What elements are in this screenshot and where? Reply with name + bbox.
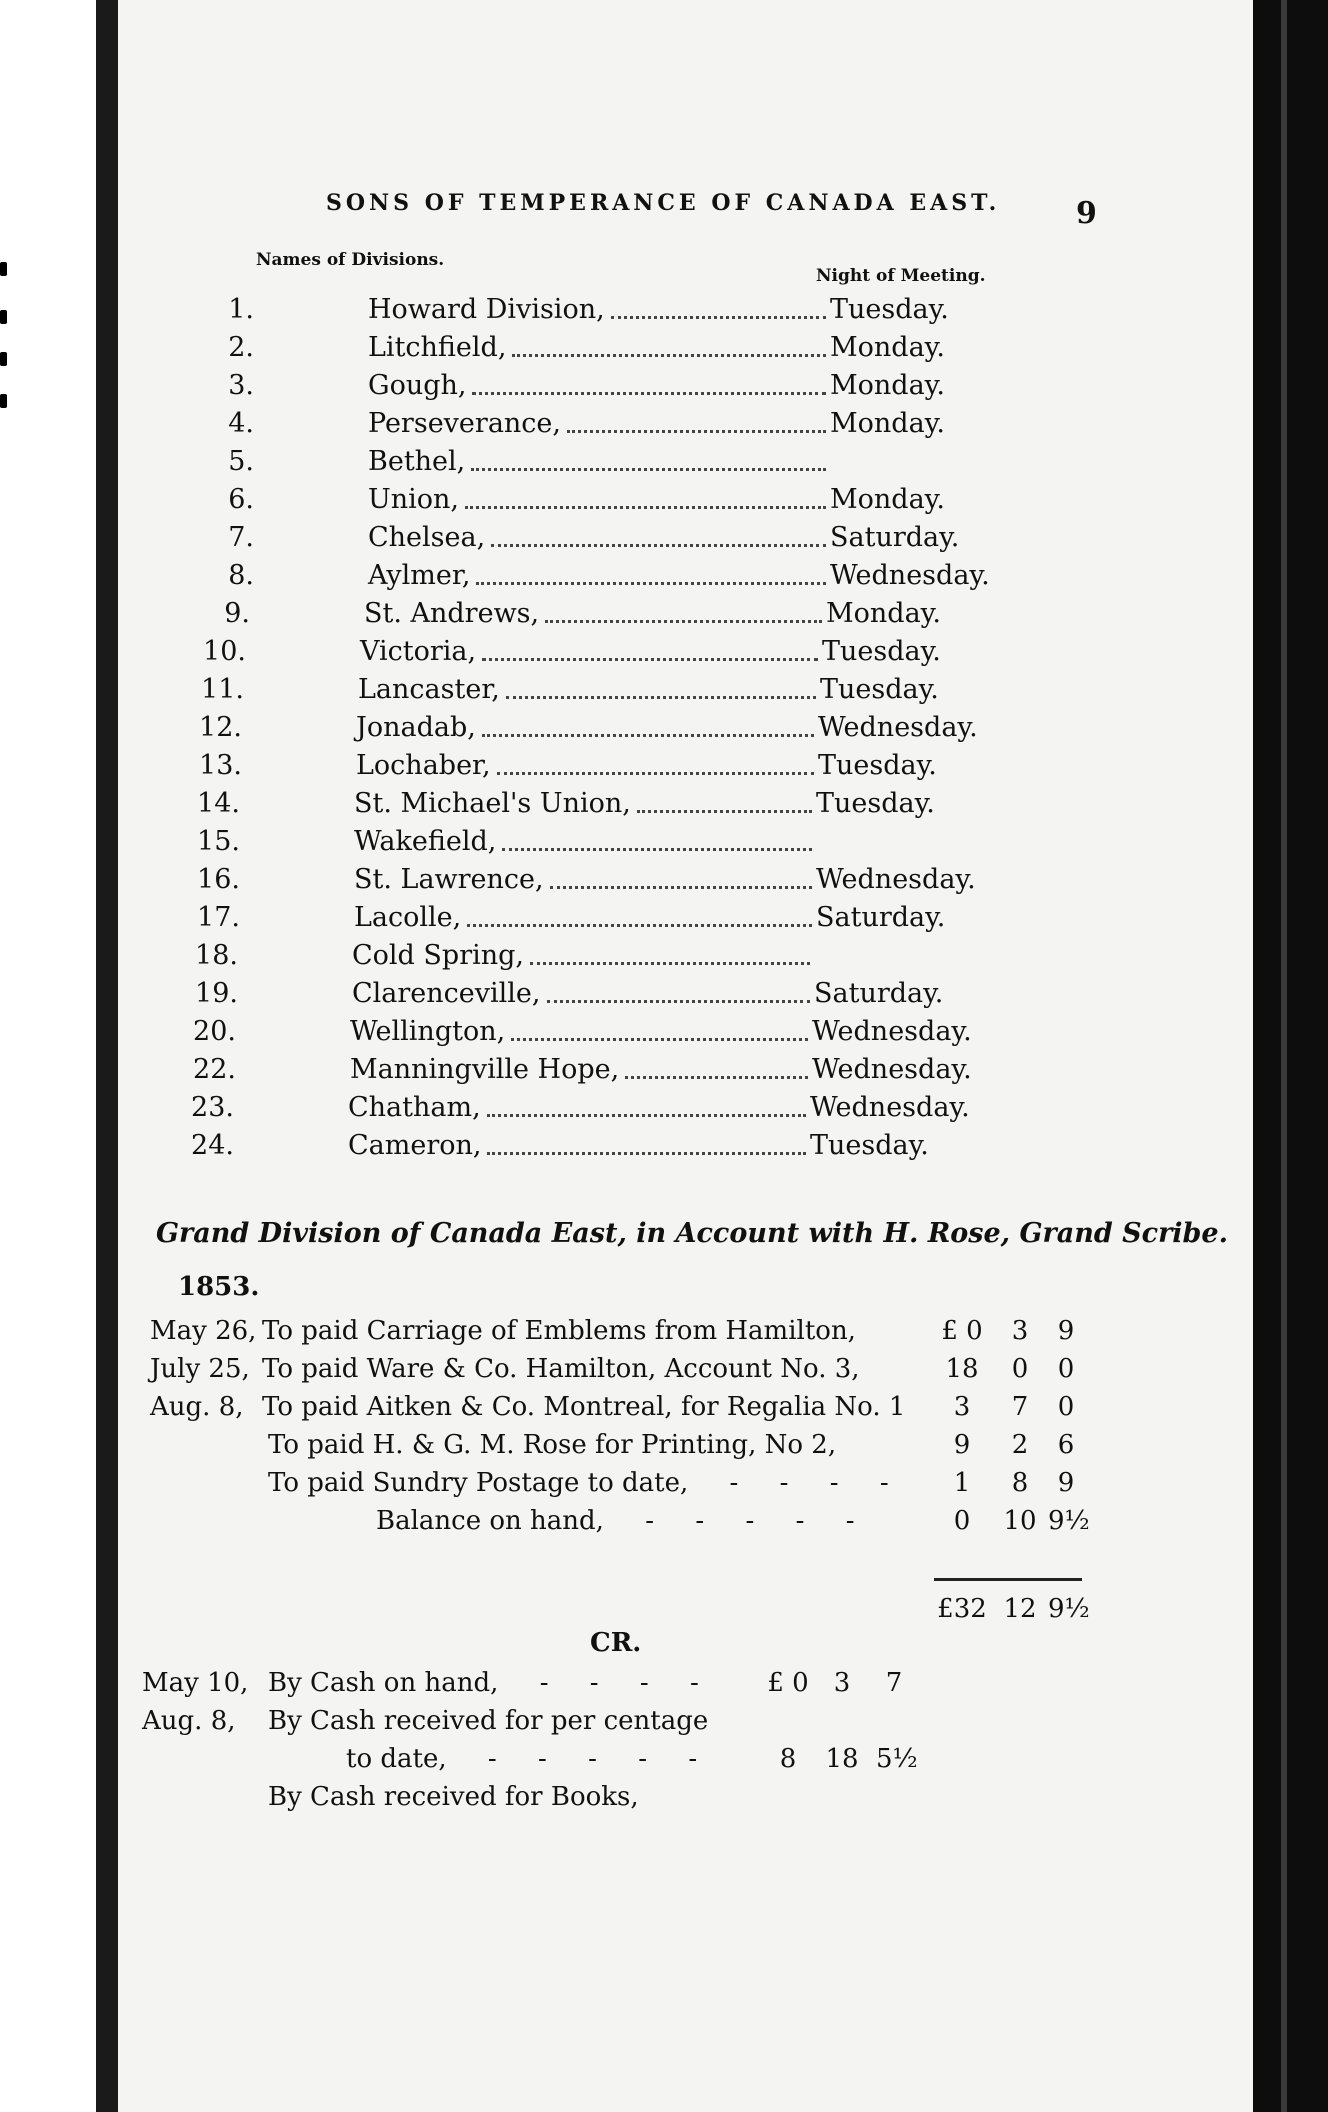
meeting-night: Wednesday. [812,1054,972,1085]
meeting-night: Tuesday. [822,636,941,667]
edge-mark [0,262,7,276]
division-number: 10. [203,636,246,667]
edge-mark [0,352,7,366]
division-name: Chelsea, [368,522,486,553]
division-number: 17. [197,902,240,933]
entry-description: By Cash received for per centage [268,1706,709,1736]
total-pence: 9½ [1048,1594,1090,1624]
running-title: SONS OF TEMPERANCE OF CANADA EAST. [326,190,1001,216]
entry-description: By Cash received for Books, [268,1782,639,1812]
entry-date: May 10, [142,1668,249,1698]
meeting-night: Tuesday. [810,1130,929,1161]
meeting-night: Wednesday. [818,712,978,743]
division-number: 23. [191,1092,234,1123]
entry-shillings: 10 [1003,1506,1037,1536]
entry-shillings: 3 [833,1668,851,1698]
entry-pence: 9½ [1048,1506,1090,1536]
division-name: Manningville Hope, [350,1054,620,1085]
entry-description: By Cash on hand, - - - - [268,1668,699,1698]
division-name: Cameron, [348,1130,482,1161]
division-number: 7. [228,522,254,553]
dot-leader [497,772,814,775]
meeting-night: Monday. [826,598,941,629]
division-number: 16. [197,864,240,895]
division-name: Howard Division, [368,294,605,325]
column-header-night: Night of Meeting. [816,266,986,286]
entry-pounds: 0 [953,1506,971,1536]
division-number: 18. [195,940,238,971]
account-year: 1853. [178,1272,260,1302]
entry-pounds: 8 [779,1744,797,1774]
entry-shillings: 0 [1011,1354,1029,1384]
division-number: 4. [228,408,254,439]
meeting-night: Saturday. [814,978,944,1009]
division-name: St. Lawrence, [354,864,544,895]
edge-mark [0,394,7,408]
dot-leader [491,544,826,547]
meeting-night: Wednesday. [810,1092,970,1123]
entry-description: To paid H. & G. M. Rose for Printing, No 2, [268,1430,837,1460]
division-number: 3. [228,370,254,401]
entry-pounds: £ 0 [767,1668,809,1698]
division-number: 8. [228,560,254,591]
division-name: St. Michael's Union, [354,788,631,819]
division-number: 15. [197,826,240,857]
entry-pounds: £ 0 [941,1316,983,1346]
account-title: Grand Division of Canada East, in Account with H. Rose, Grand Scribe. [156,1218,1229,1249]
entry-shillings: 18 [825,1744,859,1774]
division-number: 19. [195,978,238,1009]
entry-description: to date, - - - - - [346,1744,698,1774]
meeting-night: Monday. [830,370,945,401]
entry-pence: 7 [885,1668,903,1698]
dot-leader [506,696,816,699]
dot-leader [567,430,826,433]
dot-leader [547,1000,810,1003]
dot-leader [611,316,826,319]
division-number: 9. [224,598,250,629]
entry-pounds: 1 [953,1468,971,1498]
column-header-names: Names of Divisions. [256,250,445,270]
division-name: St. Andrews, [364,598,540,629]
meeting-night: Monday. [830,408,945,439]
division-name: Litchfield, [368,332,507,363]
entry-date: Aug. 8, [142,1706,236,1736]
meeting-night: Tuesday. [818,750,937,781]
page-gutter [1253,0,1328,2112]
credit-heading: CR. [590,1628,642,1658]
division-name: Union, [368,484,460,515]
entry-date: July 25, [150,1354,250,1384]
division-name: Lochaber, [356,750,491,781]
division-number: 14. [197,788,240,819]
division-name: Clarenceville, [352,978,541,1009]
entry-description: To paid Carriage of Emblems from Hamilton, [262,1316,856,1346]
entry-description: Balance on hand, - - - - - [376,1506,855,1536]
division-number: 11. [201,674,244,705]
entry-shillings: 7 [1011,1392,1029,1422]
entry-pence: 5½ [876,1744,918,1774]
meeting-night: Wednesday. [812,1016,972,1047]
dot-leader [530,962,810,965]
division-number: 1. [228,294,254,325]
total-shillings: 12 [1003,1594,1037,1624]
dot-leader [637,810,812,813]
dot-leader [472,392,826,395]
entry-shillings: 8 [1011,1468,1029,1498]
dot-leader [471,468,826,471]
dot-leader [625,1076,808,1079]
division-name: Lacolle, [354,902,462,933]
page-number: 9 [1076,196,1097,231]
dot-leader [465,506,826,509]
dot-leader [467,924,812,927]
division-name: Aylmer, [368,560,471,591]
entry-description: To paid Aitken & Co. Montreal, for Regalia No. 1 [262,1392,906,1422]
edge-mark [0,310,7,324]
meeting-night: Wednesday. [830,560,990,591]
entry-shillings: 3 [1011,1316,1029,1346]
total-pounds: £32 [937,1594,987,1624]
dot-leader [482,734,814,737]
entry-pence: 9 [1057,1468,1075,1498]
dot-leader [511,1038,808,1041]
dot-leader [487,1152,806,1155]
entry-pounds: 9 [953,1430,971,1460]
dot-leader [545,620,822,623]
division-number: 13. [199,750,242,781]
entry-pounds: 3 [953,1392,971,1422]
division-name: Gough, [368,370,467,401]
total-rule [934,1578,1082,1581]
entry-date: May 26, [150,1316,257,1346]
division-name: Wakefield, [354,826,497,857]
entry-description: To paid Sundry Postage to date, - - - - [268,1468,889,1498]
division-number: 6. [228,484,254,515]
division-number: 22. [193,1054,236,1085]
meeting-night: Wednesday. [816,864,976,895]
meeting-night: Monday. [830,484,945,515]
entry-pounds: 18 [945,1354,979,1384]
meeting-night: Tuesday. [820,674,939,705]
facing-page-edge [0,0,100,2112]
dot-leader [487,1114,806,1117]
dot-leader [476,582,826,585]
binding-shadow [96,0,120,2112]
division-number: 5. [228,446,254,477]
entry-description: To paid Ware & Co. Hamilton, Account No. 3, [262,1354,860,1384]
division-name: Jonadab, [356,712,476,743]
entry-date: Aug. 8, [150,1392,244,1422]
division-name: Bethel, [368,446,466,477]
entry-pence: 9 [1057,1316,1075,1346]
meeting-night: Monday. [830,332,945,363]
entry-pence: 0 [1057,1392,1075,1422]
division-name: Chatham, [348,1092,481,1123]
division-name: Perseverance, [368,408,561,439]
division-name: Wellington, [350,1016,506,1047]
division-number: 24. [191,1130,234,1161]
dot-leader [482,658,818,661]
dot-leader [512,354,826,357]
meeting-night: Tuesday. [816,788,935,819]
meeting-night: Saturday. [830,522,960,553]
division-name: Cold Spring, [352,940,524,971]
division-name: Victoria, [360,636,477,667]
meeting-night: Saturday. [816,902,946,933]
division-number: 2. [228,332,254,363]
entry-pence: 0 [1057,1354,1075,1384]
division-number: 12. [199,712,242,743]
entry-pence: 6 [1057,1430,1075,1460]
division-number: 20. [193,1016,236,1047]
meeting-night: Tuesday. [830,294,949,325]
division-name: Lancaster, [358,674,500,705]
dot-leader [502,848,812,851]
dot-leader [550,886,812,889]
entry-shillings: 2 [1011,1430,1029,1460]
